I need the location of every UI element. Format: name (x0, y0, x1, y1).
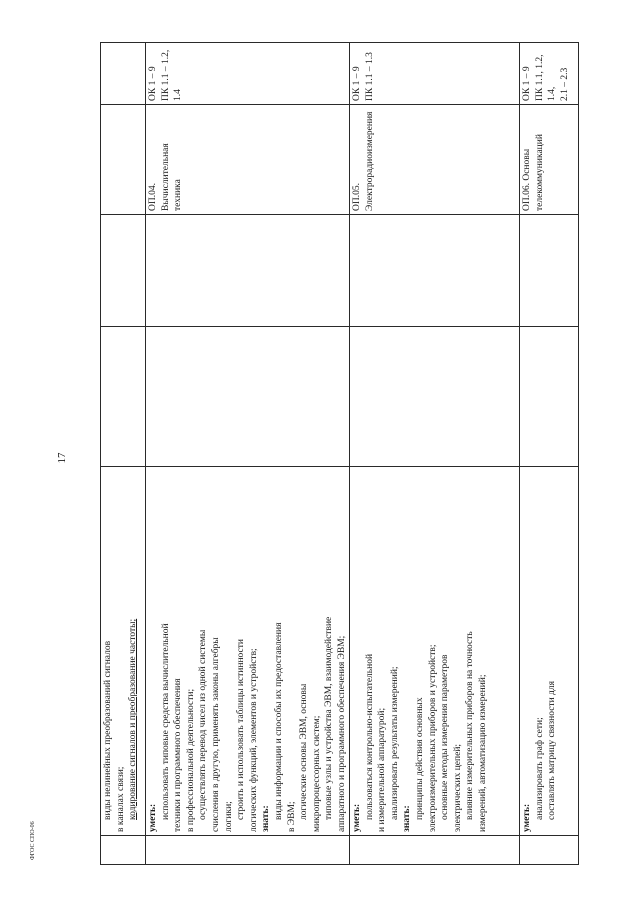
content-line: кодирование сигналов и преобразование частоты; (128, 618, 139, 820)
content-line: и измерительной аппаратурой; (377, 707, 388, 832)
content-line: основные методы измерения параметров (440, 654, 451, 820)
content-line: электрических цепей; (452, 743, 463, 832)
table-row (146, 43, 350, 865)
znat-label: знать: (402, 805, 413, 832)
content-line: влияние измерительных приборов на точность (465, 631, 476, 820)
content-cell (520, 467, 579, 836)
discipline-cell: ОП.05. Электрорадиоизмерения (350, 105, 520, 215)
content-line: логические основы ЭВМ, основы (299, 683, 310, 820)
content-line: виды информации и способы их предоставления (273, 622, 284, 820)
content-cell (350, 467, 520, 836)
umet-label: уметь: (522, 803, 532, 832)
content-line: микропроцессорных систем; (311, 715, 322, 832)
index-cell (350, 836, 520, 865)
discipline-cell: ОП.04. Вычислительная техника (146, 105, 350, 215)
content-line: анализировать граф сети; (534, 717, 545, 820)
content-line: виды нелинейных преобразований сигналов (103, 640, 113, 820)
competencies-cell: ОК 1 – 9 ПК 1.1, 1.2, 1.4, 2.1 – 2.3 (520, 43, 579, 105)
content-cell (101, 467, 146, 836)
content-line: осуществлять перевод чисел из одной системы (198, 629, 209, 820)
index-cell (146, 836, 350, 865)
competencies-table (100, 42, 579, 865)
content-line: логики; (223, 801, 234, 832)
content-line: в каналах связи; (115, 766, 126, 832)
content-line: логических функций, элементов и устройств; (248, 648, 259, 832)
competencies-cell (101, 43, 146, 105)
hours-cell (146, 215, 350, 327)
hours-cell (146, 327, 350, 467)
content-line: электроизмерительных приборов и устройств; (427, 644, 438, 832)
competencies-cell: ОК 1 – 9 ПК 1.1 – 1.3 (350, 43, 520, 105)
table-row (101, 43, 146, 865)
umet-label: уметь: (352, 803, 362, 832)
content-line: техники и программного обеспечения (173, 678, 184, 832)
hours-cell (350, 327, 520, 467)
content-line: использовать типовые средства вычислительной (160, 623, 171, 820)
content-line: составлять матрицу связности для (547, 680, 558, 820)
competencies-cell: ОК 1 – 9 ПК 1.1 – 1.2, 1.4 (146, 43, 350, 105)
znat-label: знать: (261, 805, 272, 832)
index-cell (101, 836, 146, 865)
discipline-cell (101, 105, 146, 215)
content-line: анализировать результаты измерений; (389, 666, 400, 820)
content-line: строить и использовать таблицы истинности (236, 639, 247, 820)
table-row (520, 43, 579, 865)
umet-label: уметь: (148, 803, 158, 832)
content-cell (146, 467, 350, 836)
content-line: аппаратного и программного обеспечения ЭВМ; (336, 635, 347, 832)
content-line: принципы действия основных (414, 697, 425, 820)
content-line: в профессиональной деятельности; (185, 688, 196, 832)
hours-cell (101, 215, 146, 327)
table-row (350, 43, 520, 865)
content-line: пользоваться контрольно-испытательной (364, 653, 375, 820)
hours-cell (350, 215, 520, 327)
content-line: в ЭВМ; (286, 801, 297, 832)
content-line: типовые узлы и устройства ЭВМ, взаимодействие (324, 616, 335, 820)
index-cell (520, 836, 579, 865)
discipline-cell: ОП.06. Основы телекоммуникаций (520, 105, 579, 215)
content-line: счисления в другую, применять законы алгебры (210, 637, 221, 832)
rotated-table-container (100, 43, 578, 865)
content-line: измерений, автоматизацию измерений; (477, 674, 488, 832)
hours-cell (520, 215, 579, 327)
footer-text: ФГОС СПО-06 (30, 821, 36, 860)
page-number: 17 (56, 452, 68, 464)
hours-cell (101, 327, 146, 467)
hours-cell (520, 327, 579, 467)
